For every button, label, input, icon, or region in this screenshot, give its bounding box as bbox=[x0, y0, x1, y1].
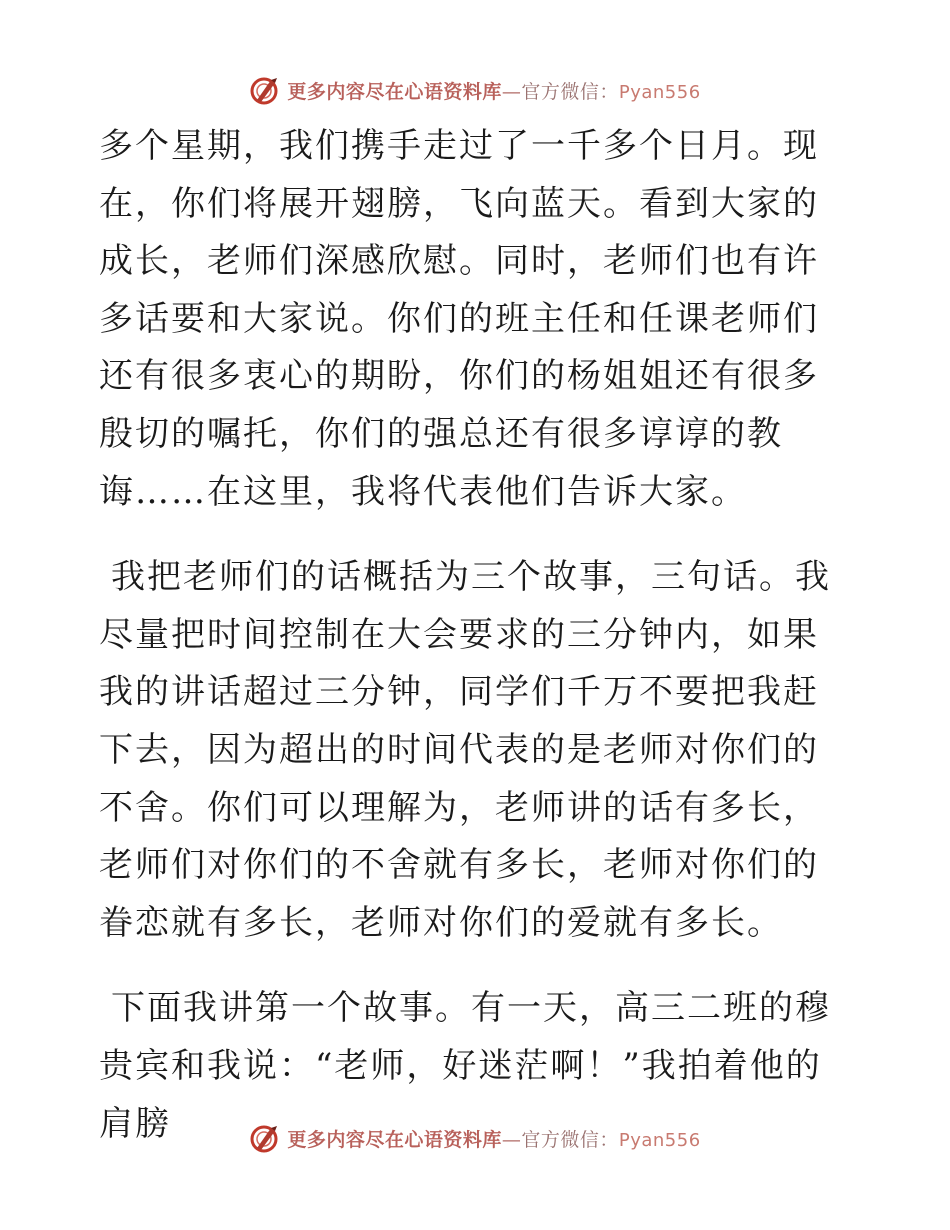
footer-separator: — bbox=[501, 1128, 522, 1151]
footer-wechat-label: 官方微信： bbox=[521, 1128, 619, 1151]
paragraph-1: 多个星期，我们携手走过了一千多个日月。现在，你们将展开翅膀，飞向蓝天。看到大家的成长，老师们深感欣慰。同时，老师们也有许多话要和大家说。你们的班主任和任课老师们还有很多衷心的期盼，你们的杨姐姐还有很多殷切的嘱托，你们的强总还有很多谆谆的教诲……在这里，我将代表他们告诉大家。 bbox=[99, 126, 819, 512]
pen-nib-logo-icon bbox=[249, 74, 281, 106]
footer-banner-text bbox=[287, 1125, 700, 1152]
paragraph-2: 我把老师们的话概括为三个故事，三句话。我尽量把时间控制在大会要求的三分钟内，如果我的讲话超过三分钟，同学们千万不要把我赶下去，因为超出的时间代表的是老师对你们的不舍。你们可以理解为，老师讲的话有多长，老师们对你们的不舍就有多长，老师对你们的眷恋就有多长，老师对你们的爱就有多长。 bbox=[99, 557, 831, 943]
header-site-text: 更多内容尽在心语资料库 bbox=[287, 80, 502, 103]
header-wechat-label: 官方微信： bbox=[521, 80, 619, 103]
document-body bbox=[99, 118, 851, 1153]
header-banner bbox=[0, 70, 950, 110]
footer-site-text: 更多内容尽在心语资料库 bbox=[287, 1128, 502, 1151]
header-wechat-id: Pyan556 bbox=[618, 81, 701, 103]
footer-banner bbox=[0, 1118, 950, 1158]
header-banner-text bbox=[287, 77, 700, 104]
pen-nib-logo-icon bbox=[249, 1122, 281, 1154]
paragraph-3: 下面我讲第一个故事。有一天，高三二班的穆贵宾和我说：“老师，好迷茫啊！”我拍着他的肩膀 bbox=[99, 988, 831, 1144]
footer-wechat-id: Pyan556 bbox=[618, 1129, 701, 1151]
header-separator: — bbox=[501, 80, 522, 103]
